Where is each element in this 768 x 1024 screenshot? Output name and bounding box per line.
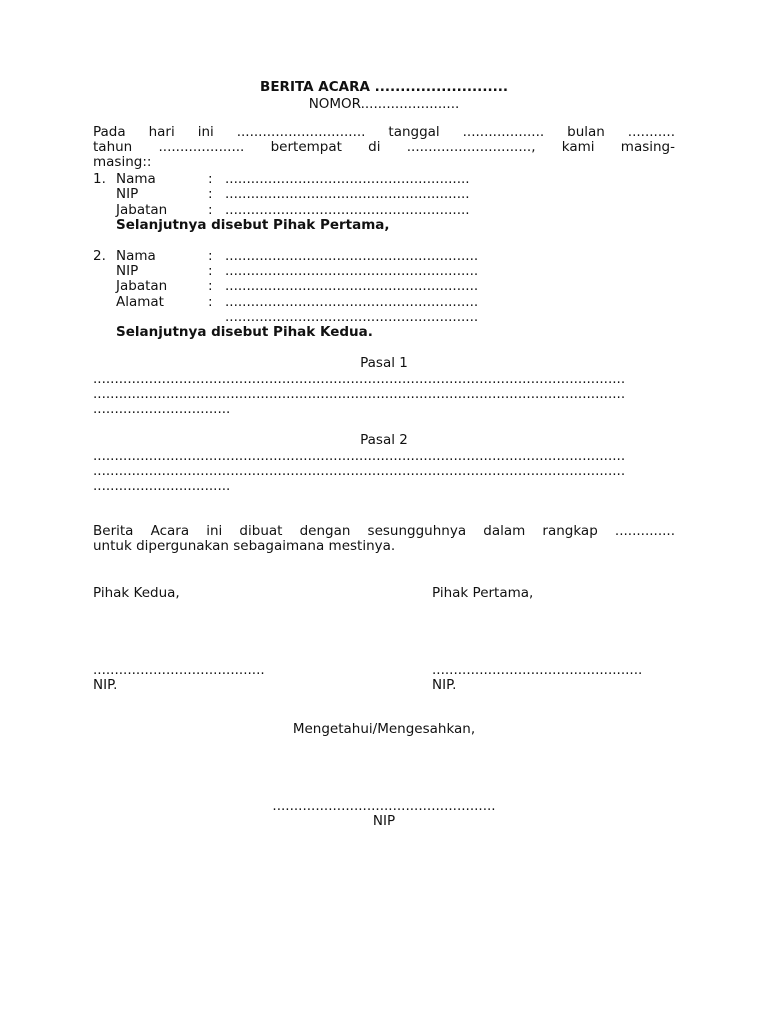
closing-line-2: untuk dipergunakan sebagaimana mestinya. — [93, 538, 396, 554]
signature-right-title: Pihak Pertama, — [432, 585, 534, 601]
party-1-jabatan-label: Jabatan — [116, 202, 168, 218]
signature-left-line: ........................................ — [93, 662, 265, 678]
party-1-nama-colon: : — [208, 171, 213, 187]
party-1-nama-value: ......................................................... — [225, 171, 470, 187]
party-1-jabatan-value: ......................................................... — [225, 202, 470, 218]
party-1-closing: Selanjutnya disebut Pihak Pertama, — [116, 217, 390, 233]
document-title: BERITA ACARA .......................... — [260, 79, 508, 95]
pasal-2-line-1: ............................................................................................................................ — [93, 448, 626, 464]
party-2-jabatan-value: ........................................................... — [225, 278, 479, 294]
party-1-nip-value: ......................................................... — [225, 186, 470, 202]
party-2-nama-value: ........................................................... — [225, 248, 479, 264]
party-2-jabatan-label: Jabatan — [116, 278, 168, 294]
pasal-2-line-3: ................................ — [93, 478, 231, 494]
party-1-nip-colon: : — [208, 186, 213, 202]
party-1-nip-label: NIP — [116, 186, 139, 202]
signature-right-line: ................................................. — [432, 662, 643, 678]
party-2-closing: Selanjutnya disebut Pihak Kedua. — [116, 324, 373, 340]
pasal-2-line-2: ............................................................................................................................ — [93, 463, 626, 479]
pasal-1-line-3: ................................ — [93, 401, 231, 417]
pasal-1-line-1: ............................................................................................................................ — [93, 371, 626, 387]
party-2-alamat-value: ........................................................... — [225, 294, 479, 310]
party-2-number: 2. — [93, 248, 106, 264]
pasal-2-title: Pasal 2 — [360, 432, 408, 448]
party-2-nama-colon: : — [208, 248, 213, 264]
party-2-nip-colon: : — [208, 263, 213, 279]
party-2-jabatan-colon: : — [208, 278, 213, 294]
closing-line-1: Berita Acara ini dibuat dengan sesungguhnya dalam rangkap .............. — [93, 523, 675, 539]
intro-line-3: masing:: — [93, 154, 152, 170]
party-2-alamat-label: Alamat — [116, 294, 164, 310]
party-2-nip-label: NIP — [116, 263, 139, 279]
party-1-jabatan-colon: : — [208, 202, 213, 218]
intro-line-2: tahun .................... bertempat di ............................., kami masing- — [93, 139, 675, 155]
party-2-nama-label: Nama — [116, 248, 156, 264]
pasal-1-line-2: ............................................................................................................................ — [93, 386, 626, 402]
party-1-nama-label: Nama — [116, 171, 156, 187]
approval-title: Mengetahui/Mengesahkan, — [292, 721, 476, 737]
party-1-number: 1. — [93, 171, 106, 187]
signature-right-nip: NIP. — [432, 677, 457, 693]
signature-left-title: Pihak Kedua, — [93, 585, 180, 601]
document-number: NOMOR....................... — [308, 96, 460, 112]
party-2-alamat-extra-line: ........................................................... — [225, 309, 479, 325]
signature-left-nip: NIP. — [93, 677, 118, 693]
approval-signature-line: .................................................... — [272, 798, 496, 814]
intro-line-1: Pada hari ini .............................. tanggal ................... bulan ........... — [93, 124, 675, 140]
approval-nip: NIP — [372, 813, 396, 829]
party-2-alamat-colon: : — [208, 294, 213, 310]
pasal-1-title: Pasal 1 — [360, 355, 408, 371]
party-2-nip-value: ........................................................... — [225, 263, 479, 279]
